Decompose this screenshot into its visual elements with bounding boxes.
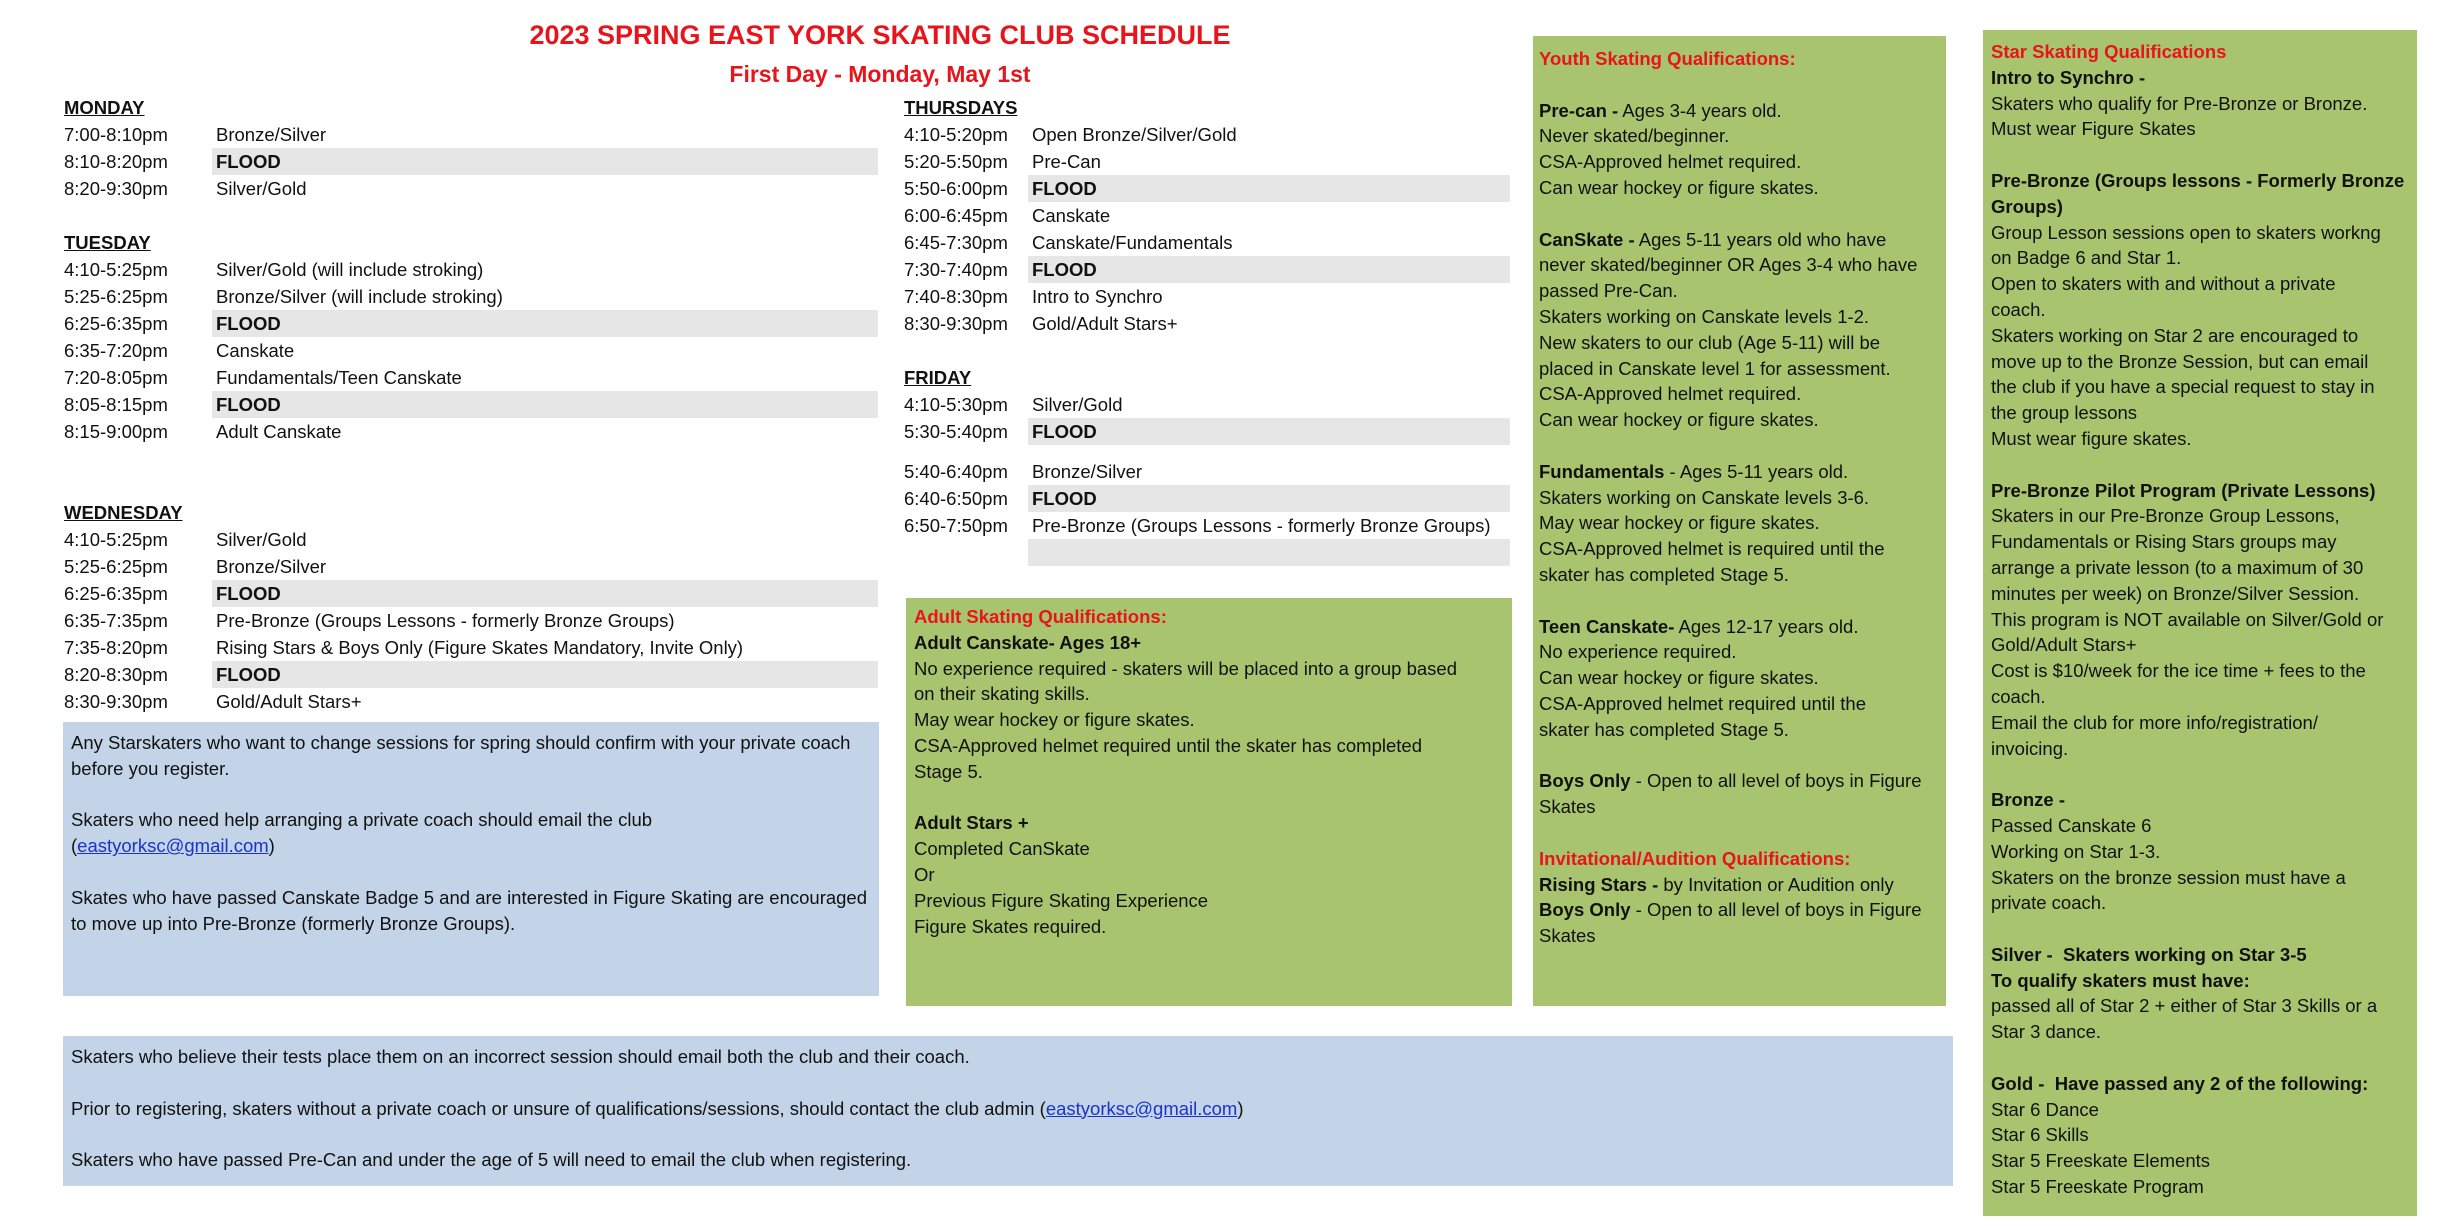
canskate-line: placed in Canskate level 1 for assessment. [1539,357,1891,379]
youth-heading: Youth Skating Qualifications: [1539,48,1796,69]
prebronze-line: coach. [1991,298,2046,320]
gold-line: Star 6 Skills [1991,1124,2089,1146]
starskaters-note-box [63,722,879,996]
session-row: 4:10-5:30pm Silver/Gold [904,394,1123,415]
synchro-line: Skaters who qualify for Pre-Bronze or Bronze. [1991,92,2368,114]
flood-row: 8:10-8:20pm FLOOD [64,148,878,175]
schedule-middle [904,94,1510,566]
session-row: 7:00-8:10pm Bronze/Silver [64,124,327,145]
gold-line: Star 5 Freeskate Program [1991,1176,2204,1198]
prebronze-title: Pre-Bronze (Groups lessons - Formerly Bronze [1991,169,2405,191]
session-row: 4:10-5:20pm Open Bronze/Silver/Gold [904,124,1237,145]
session-row: 5:40-6:40pm Bronze/Silver [904,461,1143,482]
star-qualifications-box [1983,30,2417,1216]
note-paragraph: Skates who have passed Canskate Badge 5 and are interested in Figure Skating are encouraged to move up into Pre-Bronze (formerly Bronze Groups). [71,886,868,934]
session-row: 8:15-9:00pm Adult Canskate [64,421,342,442]
session-row: 8:30-9:30pm Gold/Adult Stars+ [904,313,1178,334]
boys-only-line: Boys Only - Open to all level of boys in Figure [1539,899,1922,921]
pilot-line: coach. [1991,685,2046,707]
adult-canskate-line: No experience required - skaters will be placed into a group based [914,657,1457,679]
session-row: 8:20-9:30pm Silver/Gold [64,178,307,199]
session-row: 6:35-7:35pm Pre-Bronze (Groups Lessons - formerly Bronze Groups) [64,610,675,631]
teen-canskate-line: CSA-Approved helmet required until the [1539,692,1867,714]
session-row: 7:40-8:30pm Intro to Synchro [904,286,1163,307]
flood-row: 6:40-6:50pm FLOOD [904,485,1510,512]
prebronze-line: the club if you have a special request to stay in [1991,376,2375,398]
schedule-left [64,94,878,715]
boys-only-line: Skates [1539,925,1596,947]
club-admin-email-link[interactable]: eastyorksc@gmail.com [1045,1097,1238,1119]
gold-line: Star 5 Freeskate Elements [1991,1150,2211,1172]
prebronze-line: the group lessons [1991,402,2138,424]
canskate-line: CanSkate - Ages 5-11 years old who have [1539,228,1887,250]
blank-shaded-row [904,539,1510,566]
boys-only-line: Skates [1539,796,1596,818]
precan-line: CSA-Approved helmet required. [1539,151,1802,173]
session-row: 4:10-5:25pm Silver/Gold [64,529,307,550]
note-paragraph: Skaters who believe their tests place them on an incorrect session should email both the club and their coach. [71,1046,970,1067]
pilot-line: minutes per week) on Bronze/Silver Session. [1991,582,2360,604]
teen-canskate-line: No experience required. [1539,641,1737,663]
adult-stars-line: Or [914,863,935,885]
canskate-line: never skated/beginner OR Ages 3-4 who have [1539,254,1918,276]
club-email-link[interactable]: eastyorksc@gmail.com [77,835,269,857]
flood-row: 6:25-6:35pm FLOOD [64,580,878,607]
fundamentals-line: Skaters working on Canskate levels 3-6. [1539,486,1870,508]
day-monday: MONDAY [64,97,145,118]
session-row: 7:35-8:20pm Rising Stars & Boys Only (Figure Skates Mandatory, Invite Only) [64,637,744,658]
adult-qualifications-box [906,598,1512,1006]
bronze-line: Passed Canskate 6 [1991,814,2152,836]
prebronze-line: Must wear figure skates. [1991,427,2192,449]
pilot-line: Gold/Adult Stars+ [1991,634,2137,656]
prebronze-line: on Badge 6 and Star 1. [1991,247,2182,269]
prebronze-title: Groups) [1991,195,2063,217]
session-row: 5:25-6:25pm Bronze/Silver (will include stroking) [64,286,503,307]
teen-canskate-line: Teen Canskate- Ages 12-17 years old. [1539,615,1859,637]
adult-stars-line: Figure Skates required. [914,915,1107,937]
flood-row: 8:20-8:30pm FLOOD [64,661,878,688]
note-paragraph: Skaters who need help arranging a private coach should email the club (eastyorksc@gmail.com) [71,809,653,857]
bronze-title: Bronze - [1991,789,2065,811]
teen-canskate-line: Can wear hockey or figure skates. [1539,667,1819,689]
pilot-line: arrange a private lesson (to a maximum of 30 [1991,556,2364,578]
note-paragraph: Skaters who have passed Pre-Can and under the age of 5 will need to email the club when registering. [71,1149,912,1171]
canskate-line: Skaters working on Canskate levels 1-2. [1539,305,1870,327]
page-title: 2023 SPRING EAST YORK SKATING CLUB SCHEDULE [529,20,1231,50]
day-wednesday: WEDNESDAY [64,502,183,523]
session-row: 6:50-7:50pm Pre-Bronze (Groups Lessons - formerly Bronze Groups) [904,515,1491,536]
day-tuesday: TUESDAY [64,232,151,253]
flood-row: 8:05-8:15pm FLOOD [64,391,878,418]
adult-canskate-title: Adult Canskate- Ages 18+ [914,631,1142,653]
pilot-line: Skaters in our Pre-Bronze Group Lessons, [1991,505,2340,527]
boys-only-line: Boys Only - Open to all level of boys in Figure [1539,770,1922,792]
teen-canskate-line: skater has completed Stage 5. [1539,718,1789,740]
fundamentals-line: skater has completed Stage 5. [1539,563,1789,585]
fundamentals-line: May wear hockey or figure skates. [1539,512,1820,534]
prebronze-line: move up to the Bronze Session, but can email [1991,350,2369,372]
adult-stars-line: Completed CanSkate [914,838,1090,860]
synchro-title: Intro to Synchro - [1991,66,2146,88]
canskate-line: CSA-Approved helmet required. [1539,383,1802,405]
rising-stars-line: Rising Stars - by Invitation or Audition only [1539,873,1894,895]
day-friday: FRIDAY [904,367,972,388]
gold-title: Gold - Have passed any 2 of the following: [1991,1072,2369,1094]
synchro-line: Must wear Figure Skates [1991,118,2196,140]
silver-line: Star 3 dance. [1991,1021,2102,1043]
star-heading: Star Skating Qualifications [1991,41,2227,62]
session-row: 8:30-9:30pm Gold/Adult Stars+ [64,691,362,712]
adult-canskate-line: Stage 5. [914,760,983,782]
page-subtitle: First Day - Monday, May 1st [729,61,1031,87]
pilot-line: Cost is $10/week for the ice time + fees to the [1991,660,2366,682]
youth-qualifications-box [1533,36,1946,1006]
fundamentals-line: CSA-Approved helmet is required until the [1539,538,1885,560]
flood-row: 5:50-6:00pm FLOOD [904,175,1510,202]
bronze-line: Skaters on the bronze session must have a [1991,866,2346,888]
session-row: 4:10-5:25pm Silver/Gold (will include stroking) [64,259,484,280]
canskate-line: Can wear hockey or figure skates. [1539,409,1819,431]
fundamentals-line: Fundamentals - Ages 5-11 years old. [1539,460,1849,482]
note-paragraph: Prior to registering, skaters without a private coach or unsure of qualifications/sessions, should contact the club admin (eastyorksc@gmail.com) [71,1097,1244,1119]
silver-title: Silver - Skaters working on Star 3-5 [1991,943,2307,965]
flood-row: 7:30-7:40pm FLOOD [904,256,1510,283]
adult-stars-line: Previous Figure Skating Experience [914,889,1209,911]
prebronze-line: Skaters working on Star 2 are encouraged to [1991,324,2359,346]
session-row: 5:25-6:25pm Bronze/Silver [64,556,327,577]
session-row: 6:00-6:45pm Canskate [904,205,1111,226]
adult-heading: Adult Skating Qualifications: [914,606,1167,627]
prebronze-line: Group Lesson sessions open to skaters workng [1991,221,2381,243]
gold-line: Star 6 Dance [1991,1098,2099,1120]
silver-subtitle: To qualify skaters must have: [1991,969,2250,991]
pilot-title: Pre-Bronze Pilot Program (Private Lessons) [1991,479,2376,501]
precan-line: Can wear hockey or figure skates. [1539,176,1819,198]
canskate-line: New skaters to our club (Age 5-11) will be [1539,331,1881,353]
precan-line: Pre-can - Ages 3-4 years old. [1539,99,1782,121]
bronze-line: private coach. [1991,892,2107,914]
adult-canskate-line: May wear hockey or figure skates. [914,709,1195,731]
canskate-line: passed Pre-Can. [1539,280,1678,302]
session-row: 6:35-7:20pm Canskate [64,340,295,361]
pilot-line: invoicing. [1991,737,2069,759]
session-row: 6:45-7:30pm Canskate/Fundamentals [904,232,1233,253]
bronze-line: Working on Star 1-3. [1991,840,2161,862]
adult-canskate-line: on their skating skills. [914,683,1090,705]
precan-line: Never skated/beginner. [1539,125,1730,147]
session-row: 5:20-5:50pm Pre-Can [904,151,1101,172]
silver-line: passed all of Star 2 + either of Star 3 Skills or a [1991,995,2378,1017]
flood-row: 5:30-5:40pm FLOOD [904,418,1510,445]
day-thursday: THURSDAYS [904,97,1018,118]
note-paragraph: Any Starskaters who want to change sessions for spring should confirm with your private coach before you register. [71,732,851,779]
flood-row: 6:25-6:35pm FLOOD [64,310,878,337]
prebronze-line: Open to skaters with and without a private [1991,273,2336,295]
session-row: 7:20-8:05pm Fundamentals/Teen Canskate [64,367,462,388]
pilot-line: Fundamentals or Rising Stars groups may [1991,531,2337,553]
adult-canskate-line: CSA-Approved helmet required until the skater has completed [914,734,1422,756]
pilot-line: Email the club for more info/registration/ [1991,711,2318,733]
pilot-line: This program is NOT available on Silver/Gold or [1991,608,2384,630]
bottom-note-box [63,1036,1953,1186]
invitational-heading: Invitational/Audition Qualifications: [1539,847,1851,869]
adult-stars-title: Adult Stars + [914,812,1029,834]
